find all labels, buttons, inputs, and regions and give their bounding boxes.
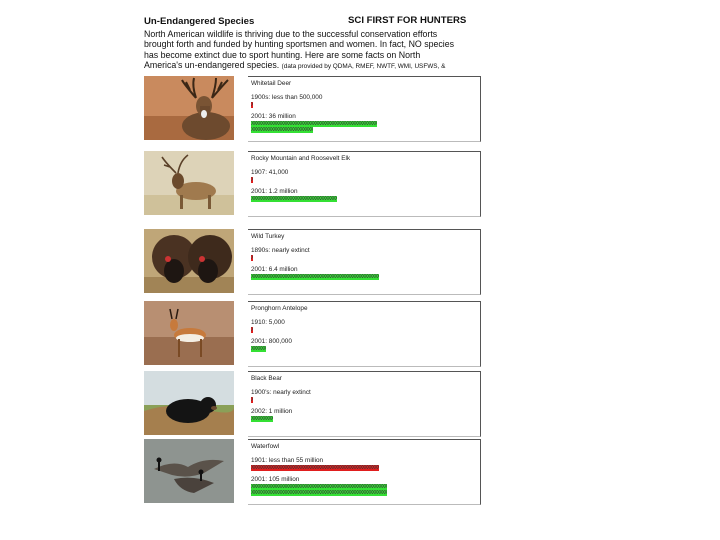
intro-body: North American wildlife is thriving due to the successful conservation efforts brought forth and funded by hunting sportsmen and women. In fact, NO species has become extinct due to sport hunting. Here are some facts on North America's un-endangered species. (144, 28, 455, 71)
historic-population-bar: X (251, 397, 254, 403)
current-population-bar: XXXXXXXXXXXXXXXXXXXXXXXXXXXXXXXXXXX (251, 196, 338, 202)
species-info-box (248, 439, 481, 505)
historic-population-bar: X (251, 102, 254, 108)
current-population-label: 2001: 1.2 million (251, 188, 298, 195)
historic-population-label: 1890s: nearly extinct (251, 247, 310, 254)
historic-population-bar: XXXXXXXXXXXXXXXXXXXXXXXXXXXXXXXXXXXXXXXXXXXXXXXXXXXX (251, 465, 380, 471)
current-population-bar: XXXXXXXXXXXXXXXXXXXXXXXXX (251, 127, 313, 133)
species-entry-whitetail-deer (144, 76, 482, 146)
historic-population-bar: X (251, 327, 254, 333)
current-population-label: 2001: 105 million (251, 476, 300, 483)
organization-title: SCI FIRST FOR HUNTERS (348, 15, 467, 26)
historic-population-label: 1907: 41,000 (251, 169, 289, 176)
species-name: Black Bear (251, 375, 282, 382)
species-entry-elk (144, 151, 482, 221)
current-population-bar: XXXXXXXXX (251, 416, 274, 422)
historic-population-label: 1910: 5,000 (251, 319, 285, 326)
species-name: Whitetail Deer (251, 80, 292, 87)
current-population-label: 2001: 6.4 million (251, 266, 298, 273)
species-name: Pronghorn Antelope (251, 305, 308, 312)
waterfowl-photo (144, 439, 234, 503)
current-population-bar: XXXXXX (251, 346, 266, 352)
historic-population-label: 1901: less than 55 million (251, 457, 324, 464)
species-info-box (248, 229, 481, 295)
species-name: Wild Turkey (251, 233, 285, 240)
species-info-box (248, 371, 481, 437)
current-population-label: 2001: 36 million (251, 113, 296, 120)
species-name: Waterfowl (251, 443, 280, 450)
current-population-label: 2001: 800,000 (251, 338, 292, 345)
species-entry-waterfowl (144, 439, 482, 509)
species-entry-black-bear (144, 371, 482, 441)
species-entry-wild-turkey (144, 229, 482, 299)
historic-population-bar: X (251, 177, 254, 183)
elk-photo (144, 151, 234, 215)
species-info-box (248, 301, 481, 367)
current-population-bar: XXXXXXXXXXXXXXXXXXXXXXXXXXXXXXXXXXXXXXXXXXXXXXXXXXXXXXX (251, 490, 387, 496)
whitetail-deer-photo (144, 76, 234, 140)
species-name: Rocky Mountain and Roosevelt Elk (251, 155, 351, 162)
pronghorn-antelope-photo (144, 301, 234, 365)
historic-population-label: 1900's: nearly extinct (251, 389, 311, 396)
current-population-bar: XXXXXXXXXXXXXXXXXXXXXXXXXXXXXXXXXXXXXXXXXXXXXXXXXXX (251, 121, 377, 127)
page-title: Un-Endangered Species (144, 16, 255, 27)
species-info-box (248, 151, 481, 217)
species-info-box (248, 76, 481, 142)
current-population-label: 2002: 1 million (251, 408, 293, 415)
data-source-note: (data provided by QDMA, RMEF, NWTF, WMI, USFWS, & (281, 63, 446, 71)
wild-turkey-photo (144, 229, 234, 293)
current-population-bar: XXXXXXXXXXXXXXXXXXXXXXXXXXXXXXXXXXXXXXXXXXXXXXXXXXXXXXX (251, 484, 387, 490)
historic-population-bar: X (251, 255, 254, 261)
black-bear-photo (144, 371, 234, 435)
species-entry-pronghorn-antelope (144, 301, 482, 371)
current-population-bar: XXXXXXXXXXXXXXXXXXXXXXXXXXXXXXXXXXXXXXXXXXXXXXXXXXXX (251, 274, 380, 280)
historic-population-label: 1900s: less than 500,000 (251, 94, 323, 101)
